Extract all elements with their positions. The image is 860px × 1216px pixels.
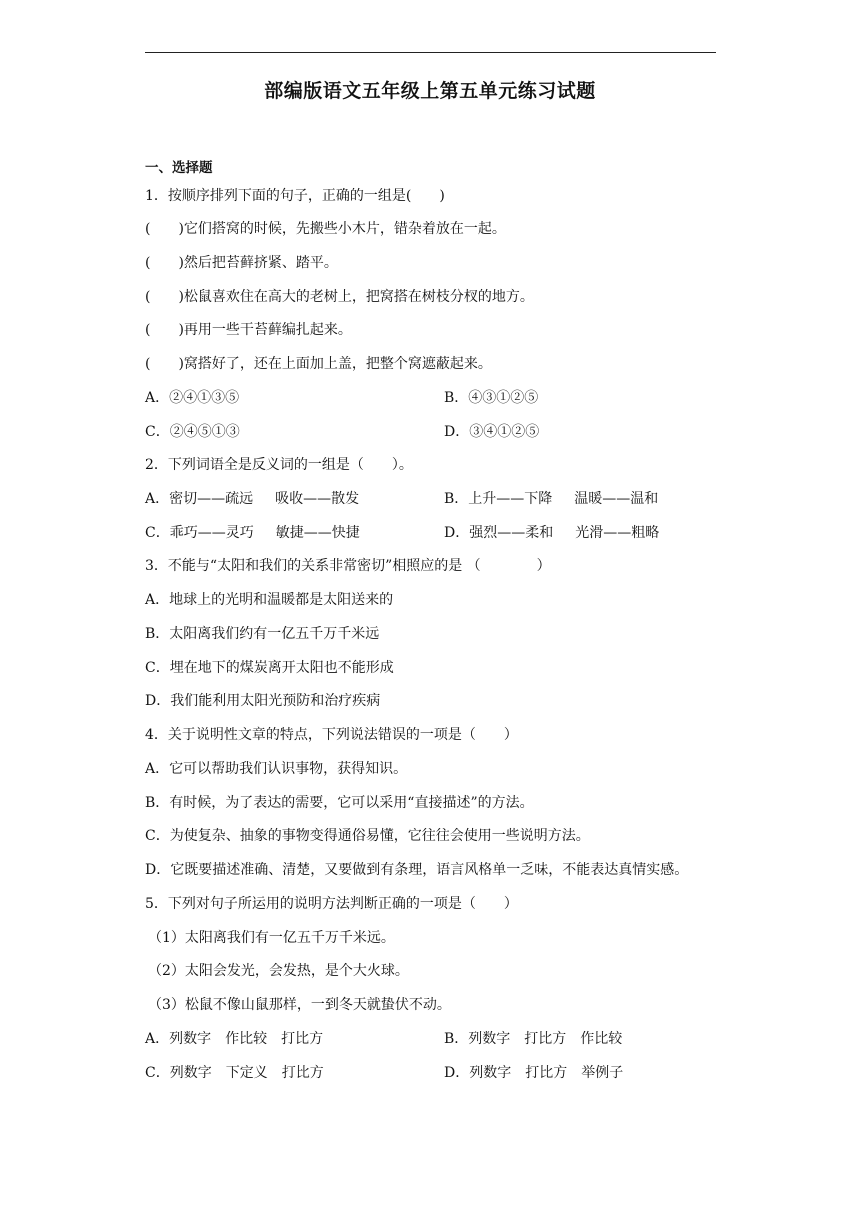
- q2-option-a: [145, 490, 359, 508]
- page-title: 部编版语文五年级上第五单元练习试题: [264, 80, 596, 102]
- q2-option-b: [444, 490, 658, 508]
- q5-option-a: A．列数字 作比较 打比方: [145, 1031, 324, 1047]
- question-4-stem: 4．关于说明性文章的特点，下列说法错误的一项是（ ）: [145, 727, 518, 743]
- q2-option-c-pair1: C．乖巧——灵巧: [145, 525, 254, 541]
- question-3-stem: 3．不能与“太阳和我们的关系非常密切”相照应的是 （ ）: [145, 558, 551, 574]
- q1-option-d: D．③④①②⑤: [444, 424, 540, 440]
- q4-option-c: C．为使复杂、抽象的事物变得通俗易懂，它往往会使用一些说明方法。: [145, 828, 590, 844]
- header-rule: [145, 52, 716, 53]
- q3-option-c: C．埋在地下的煤炭离开太阳也不能形成: [145, 660, 394, 676]
- q1-item-3: ( )松鼠喜欢住在高大的老树上，把窝搭在树枝分杈的地方。: [145, 289, 534, 305]
- q5-option-d: D．列数字 打比方 举例子: [444, 1065, 624, 1081]
- question-1-stem: 1．按顺序排列下面的句子，正确的一组是( ): [145, 188, 445, 204]
- q4-option-d: D．它既要描述准确、清楚，又要做到有条理，语言风格单一乏味，不能表达真情实感。: [145, 862, 689, 878]
- q5-item-2: （2）太阳会发光，会发热，是个大火球。: [148, 963, 409, 979]
- q3-option-a: A．地球上的光明和温暖都是太阳送来的: [145, 592, 394, 608]
- q5-option-c: C．列数字 下定义 打比方: [145, 1065, 324, 1081]
- q2-option-a-pair2: 吸收——散发: [275, 491, 360, 507]
- q3-option-b: B．太阳离我们约有一亿五千万千米远: [145, 626, 380, 642]
- q2-option-a-pair1: A．密切——疏远: [145, 491, 254, 507]
- q2-option-d-pair1: D．强烈——柔和: [444, 525, 554, 541]
- q4-option-b: B．有时候，为了表达的需要，它可以采用“直接描述”的方法。: [145, 795, 534, 811]
- q2-option-b-pair2: 温暖——温和: [574, 491, 659, 507]
- q1-option-b: B．④③①②⑤: [444, 390, 539, 406]
- q5-item-3: （3）松鼠不像山鼠那样，一到冬天就蛰伏不动。: [148, 997, 451, 1013]
- q2-option-b-pair1: B．上升——下降: [444, 491, 553, 507]
- q1-item-5: ( )窝搭好了，还在上面加上盖，把整个窝遮蔽起来。: [145, 356, 492, 372]
- q5-item-1: （1）太阳离我们有一亿五千万千米远。: [148, 930, 395, 946]
- q1-option-a: A．②④①③⑤: [145, 390, 240, 406]
- q1-option-c: C．②④⑤①③: [145, 424, 240, 440]
- section-heading: 一、选择题: [145, 160, 213, 176]
- q5-option-b: B．列数字 打比方 作比较: [444, 1031, 623, 1047]
- question-5-stem: 5．下列对句子所运用的说明方法判断正确的一项是（ ）: [145, 896, 518, 912]
- q4-option-a: A．它可以帮助我们认识事物，获得知识。: [145, 761, 408, 777]
- q2-option-d: [444, 524, 659, 542]
- q1-item-1: ( )它们搭窝的时候，先搬些小木片，错杂着放在一起。: [145, 221, 506, 237]
- q2-option-d-pair2: 光滑——粗略: [575, 525, 660, 541]
- q1-item-2: ( )然后把苔藓挤紧、踏平。: [145, 255, 338, 271]
- q2-option-c-pair2: 敏捷——快捷: [275, 525, 360, 541]
- q3-option-d: D．我们能利用太阳光预防和治疗疾病: [145, 693, 381, 709]
- question-2-stem: 2．下列词语全是反义词的一组是（ ）。: [145, 457, 413, 473]
- q1-item-4: ( )再用一些干苔藓编扎起来。: [145, 322, 352, 338]
- q2-option-c: [145, 524, 360, 542]
